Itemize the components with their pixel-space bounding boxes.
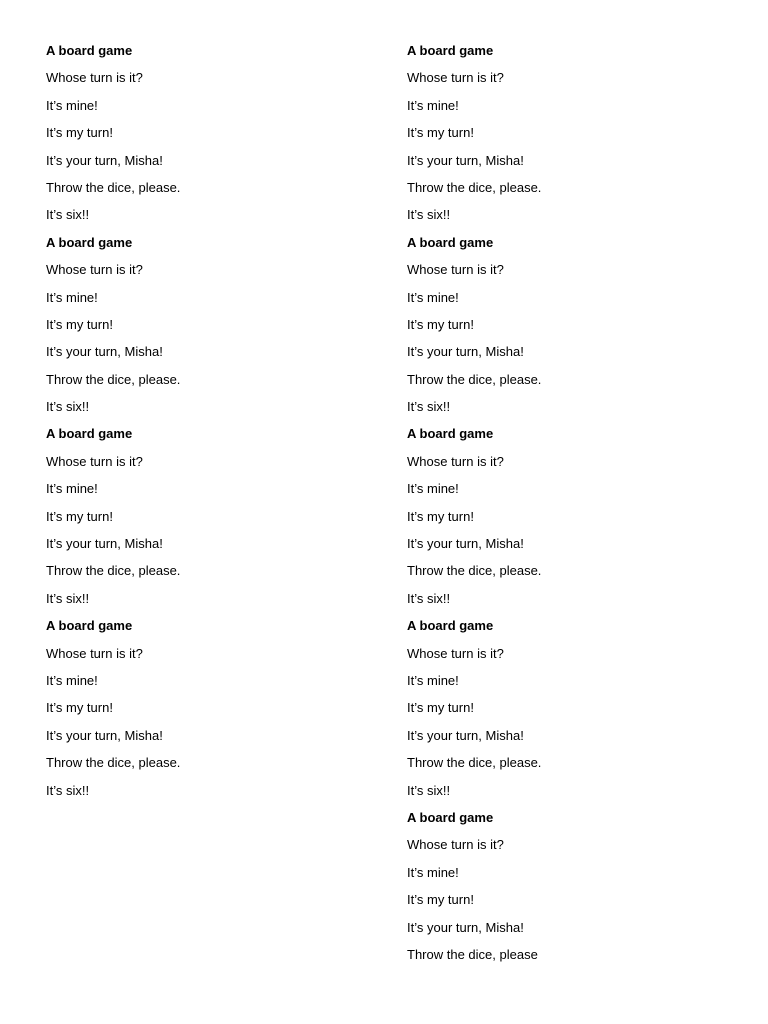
- dialogue-line: It’s my turn!: [46, 508, 113, 524]
- section-heading: A board game: [407, 43, 494, 58]
- dialogue-line: It’s mine!: [46, 97, 98, 113]
- section-heading: A board game: [46, 426, 133, 442]
- section-heading: A board game: [46, 618, 133, 634]
- dialogue-line: Throw the dice, please.: [46, 563, 181, 579]
- dialogue-line: It’s six!!: [407, 207, 451, 223]
- dialogue-line: It’s my turn!: [46, 700, 113, 716]
- dialogue-line: It’s your turn, Misha!: [407, 344, 524, 360]
- dialogue-line: Throw the dice, please: [407, 946, 538, 962]
- dialogue-line: Throw the dice, please.: [407, 563, 542, 579]
- dialogue-line: It’s my turn!: [407, 700, 474, 716]
- dialogue-line: It’s your turn, Misha!: [46, 152, 163, 168]
- dialogue-line: Whose turn is it?: [46, 645, 143, 661]
- dialogue-line: It’s your turn, Misha!: [407, 152, 524, 168]
- dialogue-line: Throw the dice, please.: [46, 371, 181, 387]
- dialogue-line: Whose turn is it?: [407, 453, 504, 469]
- dialogue-line: It’s your turn, Misha!: [407, 536, 524, 552]
- dialogue-line: Whose turn is it?: [407, 837, 504, 853]
- dialogue-line: It’s my turn!: [407, 316, 474, 332]
- dialogue-line: It’s six!!: [46, 782, 90, 798]
- dialogue-line: It’s mine!: [407, 864, 459, 880]
- dialogue-line: It’s six!!: [407, 590, 451, 606]
- dialogue-line: Throw the dice, please.: [407, 371, 542, 387]
- dialogue-line: It’s my turn!: [407, 892, 474, 908]
- dialogue-line: It’s mine!: [407, 289, 459, 305]
- dialogue-line: It’s six!!: [46, 399, 90, 415]
- dialogue-line: It’s your turn, Misha!: [46, 344, 163, 360]
- dialogue-line: It’s my turn!: [46, 316, 113, 332]
- dialogue-line: Throw the dice, please.: [407, 179, 542, 195]
- dialogue-line: It’s mine!: [407, 97, 459, 113]
- dialogue-line: It’s my turn!: [407, 125, 474, 141]
- dialogue-line: It’s your turn, Misha!: [46, 727, 163, 743]
- section-heading: A board game: [46, 43, 133, 58]
- dialogue-line: It’s six!!: [46, 590, 90, 606]
- section-heading: A board game: [407, 234, 494, 250]
- dialogue-line: It’s mine!: [46, 481, 98, 497]
- dialogue-line: It’s my turn!: [407, 508, 474, 524]
- dialogue-line: It’s six!!: [407, 399, 451, 415]
- dialogue-line: Whose turn is it?: [407, 645, 504, 661]
- dialogue-line: It’s your turn, Misha!: [46, 536, 163, 552]
- left-column: [46, 42, 376, 809]
- dialogue-line: It’s mine!: [46, 289, 98, 305]
- dialogue-line: It’s your turn, Misha!: [407, 919, 524, 935]
- dialogue-line: It’s my turn!: [46, 125, 113, 141]
- dialogue-line: It’s mine!: [407, 672, 459, 688]
- dialogue-line: Throw the dice, please.: [407, 755, 542, 771]
- section-heading: A board game: [407, 809, 494, 825]
- dialogue-line: It’s mine!: [407, 481, 459, 497]
- dialogue-line: Whose turn is it?: [407, 70, 504, 86]
- right-column: [407, 42, 737, 973]
- section-heading: A board game: [407, 426, 494, 442]
- dialogue-line: It’s mine!: [46, 672, 98, 688]
- dialogue-line: Throw the dice, please.: [46, 755, 181, 771]
- dialogue-line: It’s six!!: [407, 782, 451, 798]
- dialogue-line: Whose turn is it?: [46, 453, 143, 469]
- dialogue-line: Whose turn is it?: [46, 262, 143, 278]
- dialogue-line: Whose turn is it?: [46, 70, 143, 86]
- section-heading: A board game: [407, 618, 494, 634]
- section-heading: A board game: [46, 234, 133, 250]
- dialogue-line: It’s six!!: [46, 207, 90, 223]
- dialogue-line: Throw the dice, please.: [46, 179, 181, 195]
- dialogue-line: Whose turn is it?: [407, 262, 504, 278]
- dialogue-line: It’s your turn, Misha!: [407, 727, 524, 743]
